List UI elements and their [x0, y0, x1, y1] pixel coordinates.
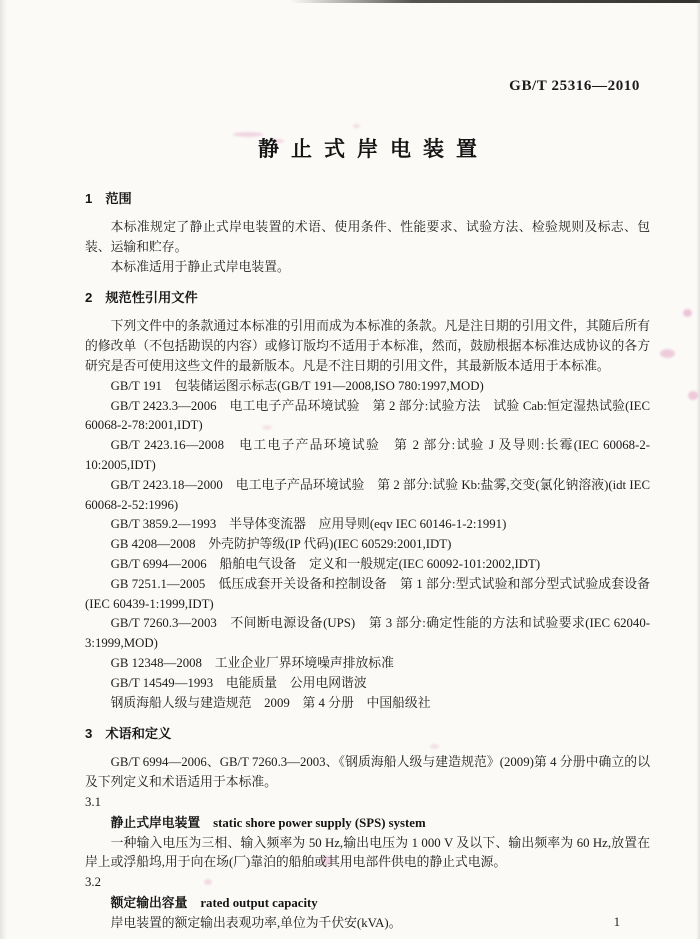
section-1-number: 1 — [85, 191, 93, 206]
reference-item: GB 12348—2008 工业企业厂界环境噪声排放标准 — [110, 655, 394, 670]
section-1-paragraph-2: 本标准适用于静止式岸电装置。 — [110, 259, 290, 274]
term-number: 3.1 — [85, 794, 101, 809]
section-2-intro: 下列文件中的条款通过本标准的引用而成为本标准的条款。凡是注日期的引用文件，其随后所有的修改单（不包括勘误的内容）或修订版均不适用于本标准，然而，鼓励根据本标准达成协议的各方研究是否可使用这些文件的最新版本。凡是不注日期的引用文件，其最新版本适用于本标准。 — [85, 319, 650, 373]
section-2-number: 2 — [85, 290, 93, 306]
term-title — [85, 893, 650, 914]
reference-item: GB/T 2423.16—2008 电工电子产品环境试验 第 2 部分:试验 J 及导则:长霉(IEC 60068-2-10:2005,IDT) — [85, 438, 650, 472]
reference-item: GB 4208—2008 外壳防护等级(IP 代码)(IEC 60529:2001,IDT) — [110, 537, 452, 552]
reference-item: GB/T 7260.3—2003 不间断电源设备(UPS) 第 3 部分:确定性能的方法和试验要求(IEC 62040-3:1999,MOD) — [85, 616, 650, 651]
section-3-intro: GB/T 6994—2006、GB/T 7260.3—2003、《钢质海船人级与建造规范》(2009)第 4 分册中确立的以及下列定义和术语适用于本标准。 — [85, 755, 650, 790]
term-definition: 一种输入电压为三相、输入频率为 50 Hz,输出电压为 1 000 V 及以下、输出频率为 60 Hz,放置在岸上或浮船坞,用于向在场(厂)靠泊的船舶或其用电部件供电的静止式电源。 — [85, 835, 650, 870]
document-body — [85, 0, 650, 934]
reference-item: GB/T 2423.3—2006 电工电子产品环境试验 第 2 部分:试验方法 试验 Cab:恒定湿热试验(IEC 60068-2-78:2001,IDT) — [85, 398, 650, 433]
section-2-heading — [85, 289, 650, 307]
document-title: 静止式岸电装置 — [258, 138, 489, 161]
scan-edge-right — [696, 0, 700, 939]
reference-item: GB 7251.1—2005 低压成套开关设备和控制设备 第 1 部分:型式试验和部分型式试验成套设备(IEC 60439-1:1999,IDT) — [85, 576, 650, 611]
standard-number: GB/T 25316—2010 — [509, 78, 640, 94]
scan-noise-pink — [683, 309, 692, 317]
reference-item: GB/T 2423.18—2000 电工电子产品环境试验 第 2 部分:试验 Kb:盐雾,交变(氯化钠溶液)(idt IEC 60068-2-52:1996) — [85, 477, 650, 512]
term-number: 3.2 — [85, 875, 101, 890]
reference-item: GB/T 3859.2—1993 半导体变流器 应用导则(eqv IEC 60146-1-2:1991) — [110, 517, 507, 532]
term-chinese: 额定输出容量 — [110, 894, 188, 910]
term-chinese: 静止式岸电装置 — [110, 814, 201, 830]
term-english: static shore power supply (SPS) system — [213, 815, 426, 830]
scan-noise-pink — [688, 391, 698, 400]
section-3-label: 术语和定义 — [105, 726, 172, 742]
section-3-heading — [85, 725, 650, 743]
reference-item: GB/T 6994—2006 船舶电气设备 定义和一般规定(IEC 60092-101:2002,IDT) — [110, 556, 541, 571]
scan-edge-left — [0, 0, 7, 939]
section-1-heading — [85, 190, 650, 208]
term-english: rated output capacity — [200, 895, 318, 910]
reference-item: GB/T 191 包装储运图示标志(GB/T 191—2008,ISO 780:1997,MOD) — [110, 378, 484, 393]
scan-noise-pink — [660, 349, 675, 358]
reference-item: 钢质海船人级与建造规范 2009 第 4 分册 中国船级社 — [110, 695, 431, 710]
section-1-label: 范围 — [105, 191, 132, 206]
section-3-number: 3 — [85, 726, 93, 742]
term-definition: 岸电装置的额定输出表观功率,单位为千伏安(kVA)。 — [110, 915, 402, 930]
page-number: 1 — [613, 915, 620, 929]
reference-item: GB/T 14549—1993 电能质量 公用电网谐波 — [110, 675, 367, 690]
section-2-label: 规范性引用文件 — [105, 290, 198, 306]
section-1-paragraph-1: 本标准规定了静止式岸电装置的术语、使用条件、性能要求、试验方法、检验规则及标志、包装、运输和贮存。 — [85, 220, 650, 254]
term-title — [85, 813, 650, 834]
